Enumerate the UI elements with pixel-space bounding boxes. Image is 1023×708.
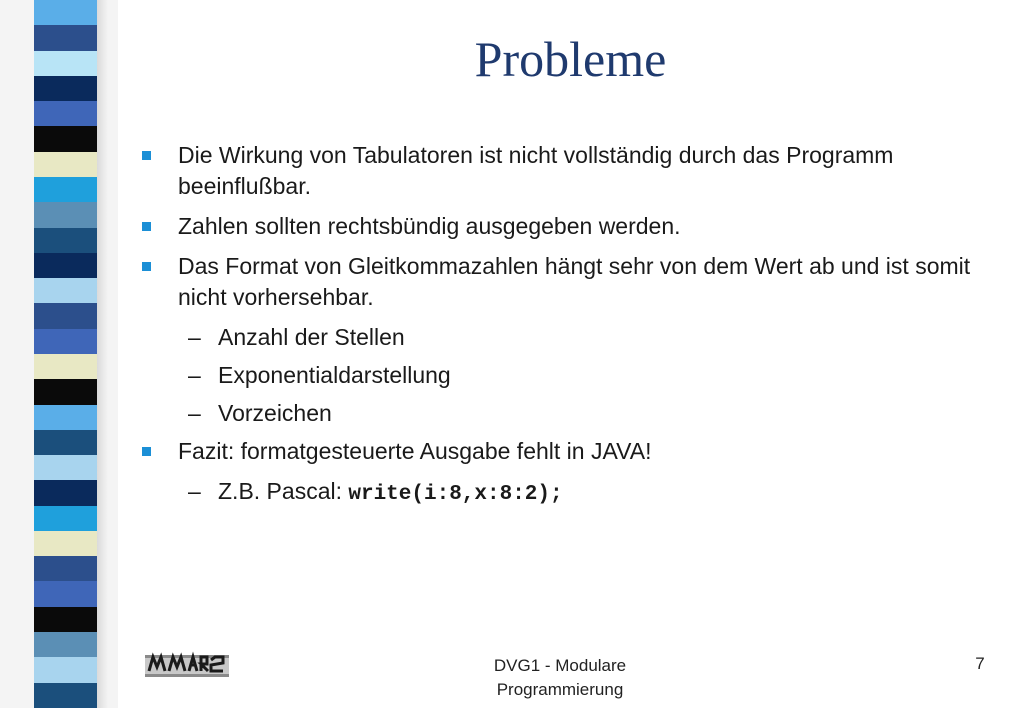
slide-title: Probleme (474, 31, 667, 87)
stripe-segment (34, 303, 97, 328)
stripe-segment (34, 657, 97, 682)
stripe-segment (34, 405, 97, 430)
stripe-segment (34, 379, 97, 404)
stripe-segment (34, 51, 97, 76)
stripe-segment (34, 480, 97, 505)
stripe-segment (34, 607, 97, 632)
stripe-segment (34, 253, 97, 278)
stripe-segment (34, 506, 97, 531)
footer-line: Programmierung (496, 680, 624, 699)
stripe-segment (34, 683, 97, 708)
sub-bullet-prefix: Z.B. Pascal: (218, 478, 349, 504)
stripe-segment (34, 455, 97, 480)
stripe-segment (34, 354, 97, 379)
sub-bullet-text: Exponentialdarstellung (218, 362, 451, 388)
sub-bullet-item (140, 322, 1000, 353)
stripe-segment (34, 101, 97, 126)
bullet-text: Die Wirkung von Tabulatoren ist nicht vollständig durch das Programm beeinflußbar. (178, 142, 894, 199)
sub-bullet-item (140, 360, 1000, 391)
stripe-segment (34, 202, 97, 227)
dash-icon: – (188, 478, 201, 504)
bullet-text: Fazit: formatgesteuerte Ausgabe fehlt in JAVA! (178, 438, 652, 464)
bullet-text: Das Format von Gleitkommazahlen hängt sehr von dem Wert ab und ist somit nicht vorhersehbar. (178, 253, 971, 310)
stripe-segment (34, 278, 97, 303)
bullet-item (140, 211, 1000, 242)
sub-bullet-item (140, 476, 1000, 510)
dash-icon: – (188, 362, 201, 388)
footer-line: DVG1 - Modulare (493, 656, 627, 675)
logo-icon (145, 651, 229, 679)
stripe-segment (34, 581, 97, 606)
sub-bullet-item (140, 398, 1000, 429)
stripe-segment (34, 556, 97, 581)
stripe-segment (34, 228, 97, 253)
bullet-item (140, 251, 1000, 313)
stripe-segment (34, 25, 97, 50)
dash-icon: – (188, 324, 201, 350)
square-bullet-icon (142, 151, 151, 160)
square-bullet-icon (142, 222, 151, 231)
stripe-segment (34, 177, 97, 202)
square-bullet-icon (142, 447, 151, 456)
bullet-item (140, 140, 1000, 202)
page-number: 7 (975, 654, 985, 673)
footer-title (455, 654, 665, 702)
stripe-segment (34, 152, 97, 177)
bullet-item (140, 436, 1000, 467)
slide-content (140, 140, 1000, 517)
bullet-text: Zahlen sollten rechtsbündig ausgegeben werden. (178, 213, 681, 239)
stripe-segment (34, 632, 97, 657)
code-snippet: write(i:8,x:8:2); (348, 483, 563, 506)
stripe-segment (34, 76, 97, 101)
stripe-segment (34, 430, 97, 455)
color-stripes (34, 0, 97, 708)
stripe-segment (34, 531, 97, 556)
stripe-segment (34, 329, 97, 354)
dash-icon: – (188, 400, 201, 426)
sub-bullet-text: Anzahl der Stellen (218, 324, 405, 350)
stripe-segment (34, 0, 97, 25)
sub-bullet-text: Vorzeichen (218, 400, 332, 426)
stripe-segment (34, 126, 97, 151)
decorative-stripe-bar (0, 0, 118, 708)
square-bullet-icon (142, 262, 151, 271)
